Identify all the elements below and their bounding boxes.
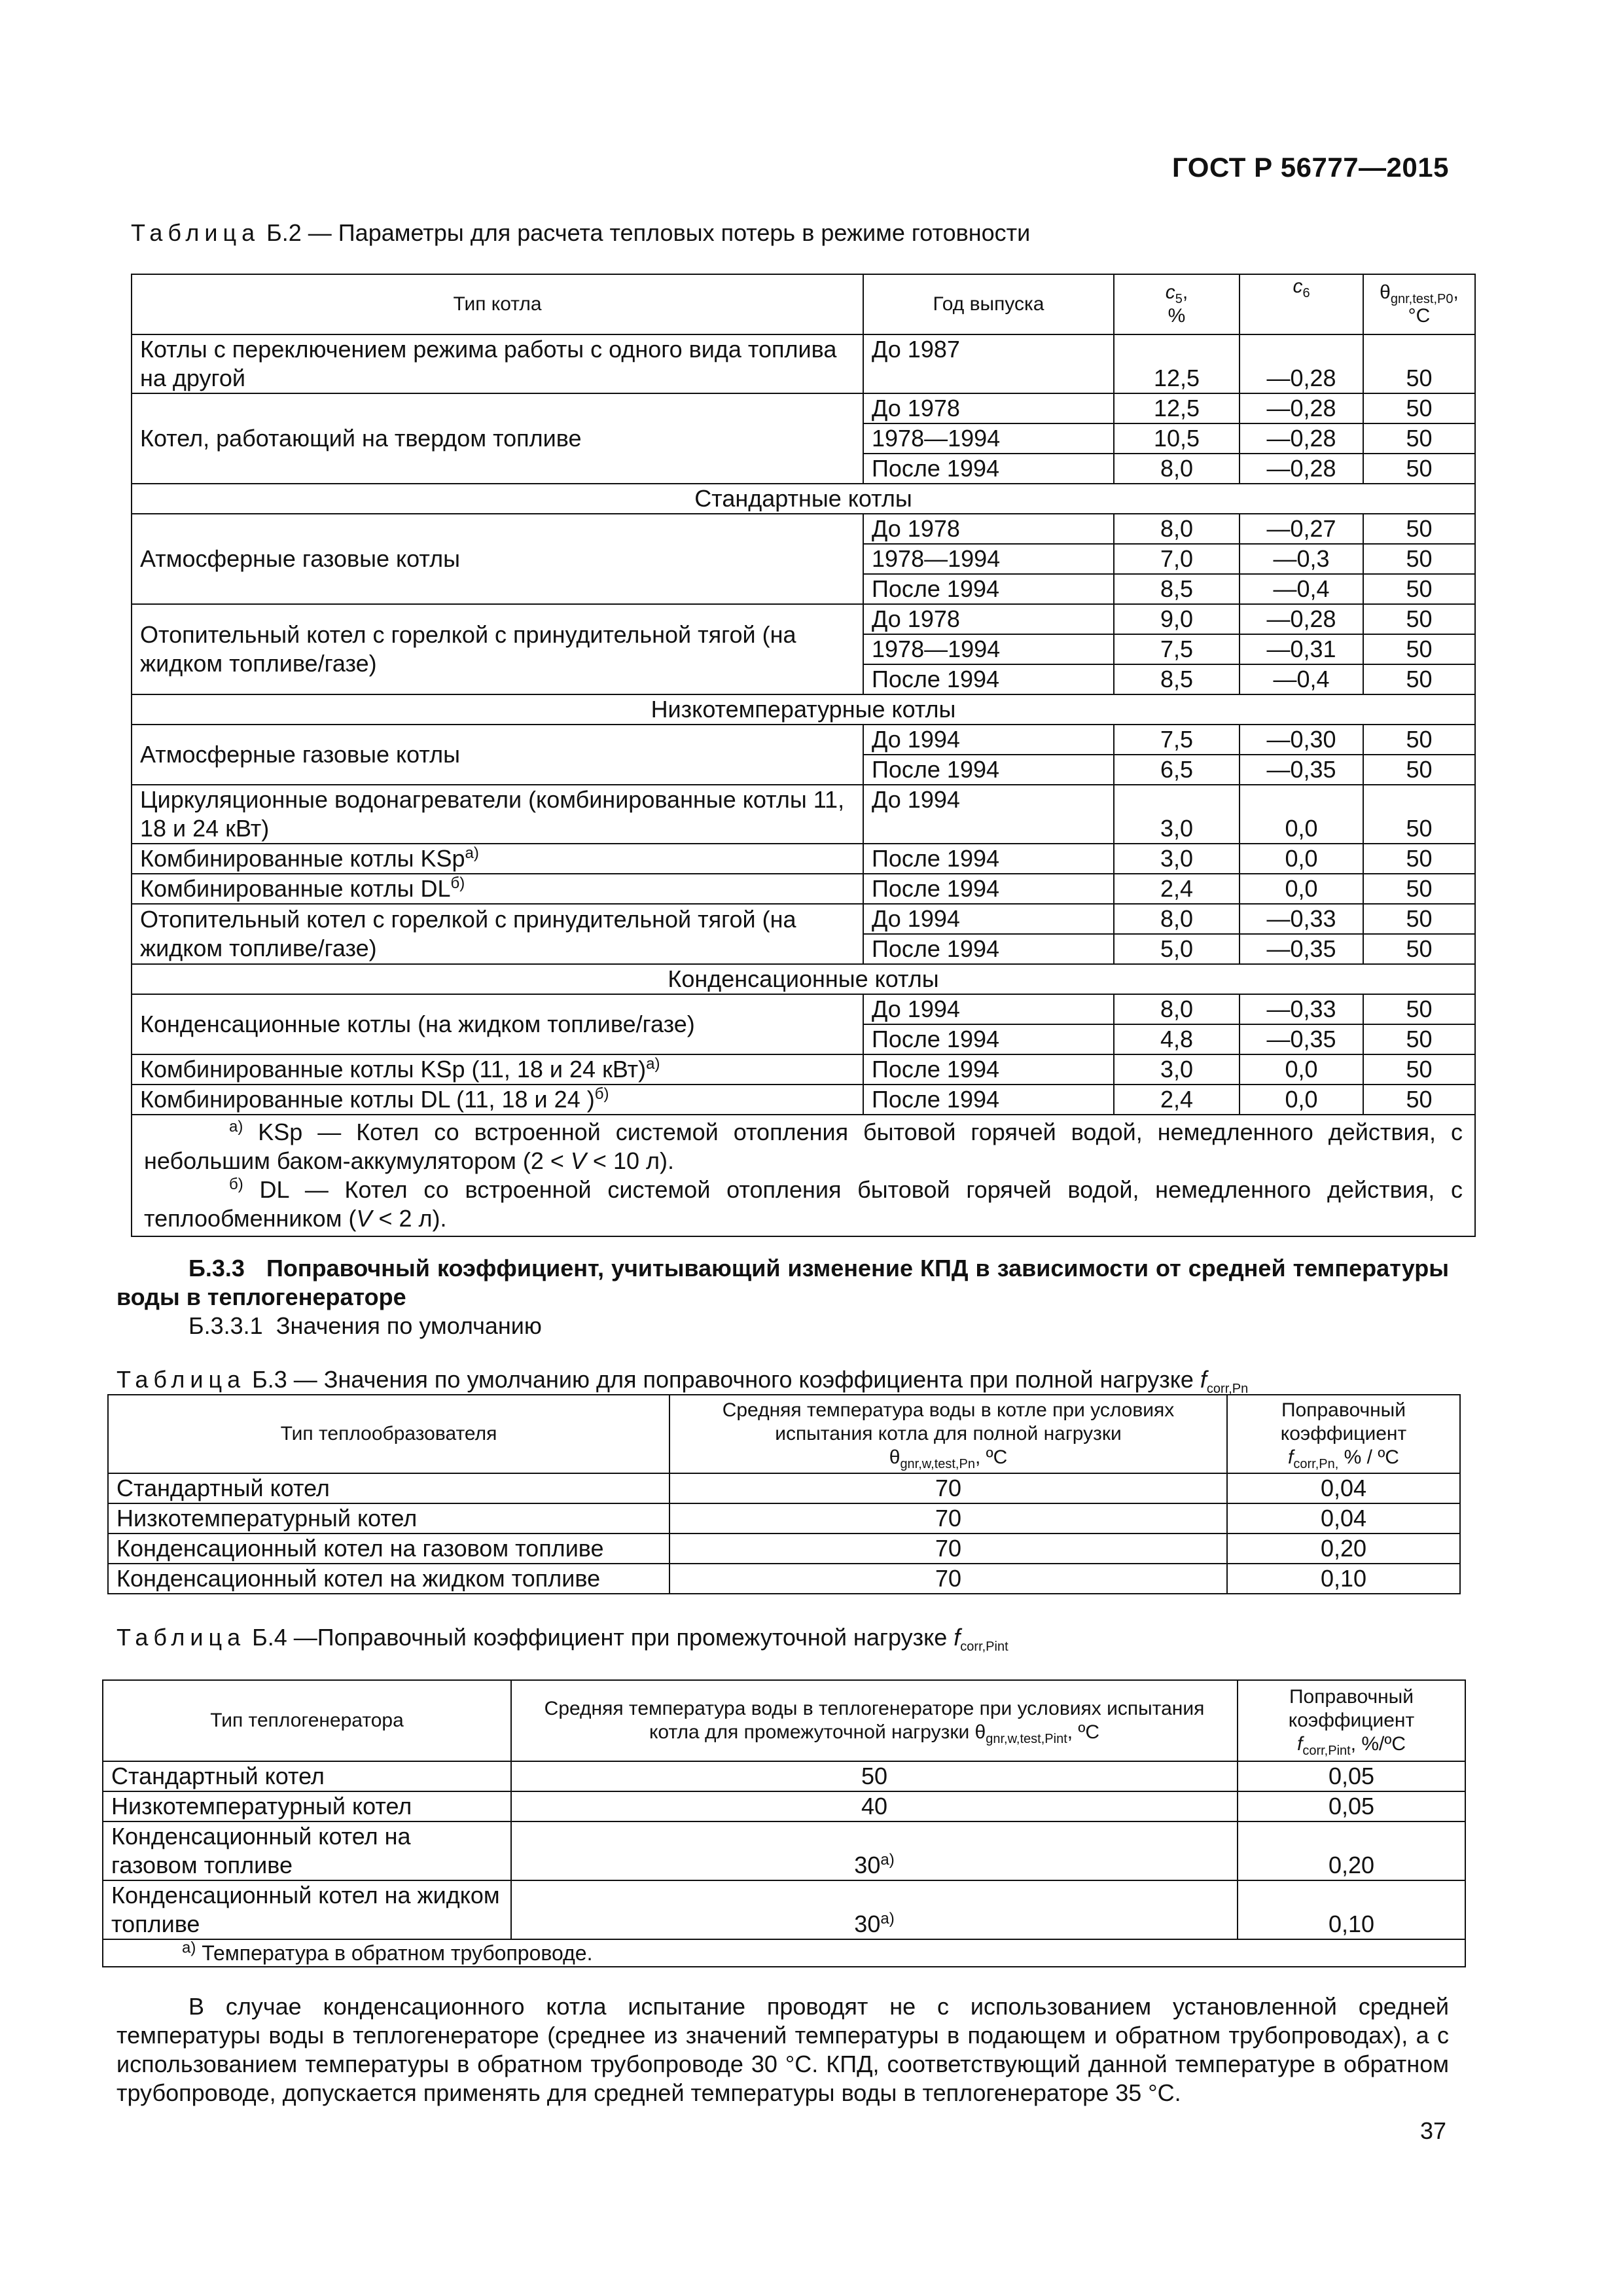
cell-c6: 0,0 — [1240, 785, 1363, 844]
cell-year: До 1987 — [863, 334, 1114, 393]
header-temp — [511, 1680, 1238, 1761]
c5-symbol: c — [1165, 281, 1175, 303]
cell-year: После 1994 — [863, 574, 1114, 604]
table-b3 — [107, 1394, 1461, 1594]
table-row — [103, 1761, 1465, 1791]
caption-f: f — [1200, 1366, 1207, 1393]
caption-sub: corr,Pint — [960, 1640, 1008, 1655]
cell-c6: —0,27 — [1240, 514, 1363, 544]
cell-coef: 0,04 — [1227, 1503, 1460, 1534]
cell-c5: 8,0 — [1114, 904, 1240, 934]
cell-c6: —0,28 — [1240, 454, 1363, 484]
caption-text: Б.2 — Параметры для расчета тепловых потерь в режиме готовности — [260, 219, 1031, 246]
type-text: Комбинированные котлы DL — [140, 875, 451, 902]
cell-type — [132, 1054, 863, 1085]
section-row — [132, 694, 1475, 725]
cell-c5: 3,0 — [1114, 785, 1240, 844]
coef-sub: corr,Pn, — [1293, 1457, 1339, 1471]
type-text: Комбинированные котлы KSp — [140, 845, 465, 872]
cell-theta: 50 — [1363, 604, 1475, 634]
cell-c6: 0,0 — [1240, 1085, 1363, 1115]
coef-f: f — [1296, 1733, 1303, 1755]
cell-theta: 50 — [1363, 904, 1475, 934]
table-header-row — [103, 1680, 1465, 1761]
table-row — [103, 1791, 1465, 1821]
header-coef-text: Поправочный коэффициент — [1288, 1686, 1415, 1731]
cell-theta: 50 — [1363, 634, 1475, 664]
table-b2 — [131, 274, 1476, 1237]
header-theta: $\theta_{gnr,test,P0}$, °C — [1363, 274, 1475, 334]
cell-c6: —0,28 — [1240, 423, 1363, 454]
header-temp-text: Средняя температура воды в котле при условиях испытания котла для полной нагрузки — [722, 1399, 1175, 1444]
cell-year: 1978—1994 — [863, 634, 1114, 664]
temp-unit: , ºC — [974, 1446, 1008, 1468]
cell-temp: 70 — [669, 1473, 1227, 1503]
header-c6 — [1240, 274, 1363, 334]
caption-f: f — [954, 1624, 961, 1651]
header-year: Год выпуска — [863, 274, 1114, 334]
note-b-text: DL — Котел со встроенной системой отопления бытовой горячей водой, немедленного действия, с теплообменником ( — [144, 1176, 1463, 1232]
cell-c5: 2,4 — [1114, 1085, 1240, 1115]
note-b — [144, 1175, 1463, 1233]
table-row — [132, 904, 1475, 934]
table-row — [132, 725, 1475, 755]
cell-type — [132, 844, 863, 874]
section-row — [132, 484, 1475, 514]
cell-c5: 7,5 — [1114, 634, 1240, 664]
cell-c6: —0,28 — [1240, 604, 1363, 634]
cell-c6: —0,4 — [1240, 664, 1363, 694]
cell-year: После 1994 — [863, 755, 1114, 785]
cell-year: После 1994 — [863, 1054, 1114, 1085]
cell-c6: —0,35 — [1240, 1024, 1363, 1054]
section-number: Б.3.3 — [188, 1255, 245, 1282]
c5-sub: 5 — [1175, 292, 1183, 306]
cell-type: Стандартный котел — [108, 1473, 669, 1503]
cell-coef: 0,05 — [1238, 1761, 1465, 1791]
header-temp-text: Средняя температура воды в теплогенераторе при условиях испытания котла для промежуточной нагрузки — [544, 1698, 1205, 1743]
cell-c5: 6,5 — [1114, 755, 1240, 785]
table-row — [132, 334, 1475, 393]
type-text: Комбинированные котлы DL (11, 18 и 24 ) — [140, 1086, 595, 1113]
footnote-mark: б) — [450, 874, 465, 892]
caption-label: Таблица — [131, 219, 260, 246]
temp-symbol: θ — [889, 1446, 901, 1468]
cell-c5: 7,5 — [1114, 725, 1240, 755]
cell-year: После 1994 — [863, 664, 1114, 694]
cell-theta: 50 — [1363, 334, 1475, 393]
cell-theta: 50 — [1363, 423, 1475, 454]
theta-symbol: θ — [1380, 281, 1391, 303]
cell-temp — [511, 1880, 1238, 1939]
cell-year: До 1994 — [863, 904, 1114, 934]
cell-theta: 50 — [1363, 514, 1475, 544]
cell-type: Низкотемпературный котел — [103, 1791, 511, 1821]
caption-text: Б.4 —Поправочный коэффициент при промежуточной нагрузке — [245, 1624, 954, 1651]
cell-year: После 1994 — [863, 874, 1114, 904]
temp-sub: gnr,w,test,Pn — [900, 1457, 975, 1471]
caption-label: Таблица — [116, 1624, 246, 1651]
note-a-end: < 10 л). — [586, 1147, 674, 1174]
temp-value: 30 — [854, 1852, 881, 1878]
note-a-mark: а) — [229, 1118, 243, 1136]
cell-theta: 50 — [1363, 725, 1475, 755]
cell-theta: 50 — [1363, 874, 1475, 904]
table-row — [132, 604, 1475, 634]
cell-c5: 3,0 — [1114, 844, 1240, 874]
coef-unit: % / ºC — [1338, 1446, 1399, 1468]
cell-c5: 8,0 — [1114, 454, 1240, 484]
table-row — [132, 785, 1475, 844]
header-c5: $c_5$, % — [1114, 274, 1240, 334]
cell-c5: 9,0 — [1114, 604, 1240, 634]
table-row — [132, 1054, 1475, 1085]
c5-unit: % — [1168, 305, 1186, 327]
cell-c5: 7,0 — [1114, 544, 1240, 574]
cell-c5: 10,5 — [1114, 423, 1240, 454]
temp-value: 50 — [861, 1763, 888, 1789]
cell-c6: —0,35 — [1240, 755, 1363, 785]
theta-sub: gnr,test,P0 — [1390, 292, 1454, 306]
subsection-number: Б.3.3.1 — [188, 1312, 263, 1339]
note-text: Температура в обратном трубопроводе. — [196, 1941, 593, 1965]
cell-c6: —0,30 — [1240, 725, 1363, 755]
table-b2-caption — [131, 219, 1030, 247]
cell-year: До 1978 — [863, 514, 1114, 544]
footnote-mark: а) — [880, 1851, 895, 1869]
cell-c6: —0,31 — [1240, 634, 1363, 664]
cell-c5: 3,0 — [1114, 1054, 1240, 1085]
caption-text: Б.3 — Значения по умолчанию для поправочного коэффициента при полной нагрузке — [245, 1366, 1200, 1393]
cell-type: Отопительный котел с горелкой с принудительной тягой (на жидком топливе/газе) — [132, 604, 863, 694]
header-temp — [669, 1395, 1227, 1473]
table-header-row — [108, 1395, 1460, 1473]
cell-c5: 8,0 — [1114, 514, 1240, 544]
cell-year: После 1994 — [863, 844, 1114, 874]
table-row — [132, 514, 1475, 544]
table-header-row — [132, 274, 1475, 334]
cell-year: После 1994 — [863, 1085, 1114, 1115]
note-b-mark: б) — [229, 1175, 243, 1193]
final-paragraph: В случае конденсационного котла испытание проводят не с использованием установленной средней температуры воды в теплогенераторе (среднее из значений температуры в подающем и обратном трубопроводах), а с использованием температуры в обратном трубопроводе 30 °С. КПД, соответствующий данной температуре в обратном трубопроводе, допускается применять для средней температуры воды в теплогенераторе 35 °С. — [116, 1993, 1449, 2106]
page-number: 37 — [1419, 2117, 1446, 2144]
cell-c5: 2,4 — [1114, 874, 1240, 904]
section-b33-heading — [116, 1254, 1449, 1312]
cell-coef: 0,10 — [1238, 1880, 1465, 1939]
cell-theta: 50 — [1363, 994, 1475, 1024]
header-boiler-type: Тип котла — [132, 274, 863, 334]
cell-coef: 0,10 — [1227, 1564, 1460, 1594]
cell-year: После 1994 — [863, 934, 1114, 964]
cell-theta: 50 — [1363, 844, 1475, 874]
temp-value: 40 — [861, 1793, 888, 1820]
section-lowtemp: Низкотемпературные котлы — [132, 694, 1475, 725]
cell-year: 1978—1994 — [863, 544, 1114, 574]
coef-f: f — [1288, 1446, 1294, 1468]
cell-temp: 70 — [669, 1503, 1227, 1534]
table-notes — [132, 1115, 1475, 1236]
cell-c6: —0,35 — [1240, 934, 1363, 964]
coef-unit: , %/ºC — [1350, 1733, 1406, 1755]
coef-sub: corr,Pint — [1302, 1744, 1351, 1758]
cell-c6: —0,28 — [1240, 334, 1363, 393]
note-mark: а) — [182, 1939, 196, 1957]
cell-year: 1978—1994 — [863, 423, 1114, 454]
section-standard: Стандартные котлы — [132, 484, 1475, 514]
table-row — [108, 1564, 1460, 1594]
header-type: Тип теплогенератора — [103, 1680, 511, 1761]
cell-c6: 0,0 — [1240, 874, 1363, 904]
cell-coef: 0,20 — [1227, 1534, 1460, 1564]
cell-theta: 50 — [1363, 934, 1475, 964]
cell-theta: 50 — [1363, 664, 1475, 694]
cell-type: Конденсационный котел на жидком топливе — [103, 1880, 511, 1939]
temp-sub: gnr,w,test,Pint — [986, 1732, 1067, 1746]
theta-unit: °C — [1408, 305, 1431, 327]
table-b4-note — [103, 1939, 1465, 1967]
cell-type: Конденсационный котел на газовом топливе — [108, 1534, 669, 1564]
cell-c5: 4,8 — [1114, 1024, 1240, 1054]
footnote-mark: а) — [646, 1055, 660, 1073]
table-b4-caption — [116, 1623, 1008, 1655]
header-type: Тип теплообразователя — [108, 1395, 669, 1473]
cell-year: После 1994 — [863, 454, 1114, 484]
cell-temp: 70 — [669, 1564, 1227, 1594]
cell-type: Атмосферные газовые котлы — [132, 514, 863, 604]
table-notes-row — [103, 1939, 1465, 1967]
cell-theta: 50 — [1363, 755, 1475, 785]
cell-c6: —0,33 — [1240, 904, 1363, 934]
table-row — [108, 1503, 1460, 1534]
table-notes-row — [132, 1115, 1475, 1236]
cell-c6: —0,4 — [1240, 574, 1363, 604]
cell-type: Стандартный котел — [103, 1761, 511, 1791]
cell-type: Конденсационный котел на жидком топливе — [108, 1564, 669, 1594]
cell-theta: 50 — [1363, 544, 1475, 574]
cell-theta: 50 — [1363, 1085, 1475, 1115]
cell-temp — [511, 1821, 1238, 1880]
cell-theta: 50 — [1363, 785, 1475, 844]
cell-c5: 12,5 — [1114, 393, 1240, 423]
header-coef — [1238, 1680, 1465, 1761]
table-row — [108, 1534, 1460, 1564]
caption-sub: corr,Pn — [1206, 1382, 1249, 1397]
temp-value: 30 — [854, 1910, 881, 1937]
note-a-v: V — [570, 1147, 586, 1174]
cell-c5: 5,0 — [1114, 934, 1240, 964]
table-row — [103, 1821, 1465, 1880]
cell-c6: 0,0 — [1240, 844, 1363, 874]
footnote-mark: а) — [880, 1910, 895, 1928]
cell-coef: 0,05 — [1238, 1791, 1465, 1821]
cell-type: Котлы с переключением режима работы с одного вида топлива на другой — [132, 334, 863, 393]
cell-year: До 1994 — [863, 785, 1114, 844]
cell-temp — [511, 1791, 1238, 1821]
subsection-b331 — [188, 1312, 542, 1340]
cell-temp: 70 — [669, 1534, 1227, 1564]
cell-type: Котел, работающий на твердом топливе — [132, 393, 863, 484]
cell-type: Циркуляционные водонагреватели (комбинированные котлы 11, 18 и 24 кВт) — [132, 785, 863, 844]
cell-type: Низкотемпературный котел — [108, 1503, 669, 1534]
c6-symbol: c — [1293, 276, 1303, 297]
cell-c5: 12,5 — [1114, 334, 1240, 393]
table-b3-caption — [116, 1365, 1249, 1397]
cell-coef: 0,20 — [1238, 1821, 1465, 1880]
cell-type: Отопительный котел с горелкой с принудительной тягой (на жидком топливе/газе) — [132, 904, 863, 964]
caption-label: Таблица — [116, 1366, 246, 1393]
table-row — [132, 393, 1475, 423]
cell-c6: —0,33 — [1240, 994, 1363, 1024]
cell-type — [132, 1085, 863, 1115]
cell-temp — [511, 1761, 1238, 1791]
cell-year: До 1994 — [863, 994, 1114, 1024]
note-a — [144, 1118, 1463, 1175]
cell-theta: 50 — [1363, 393, 1475, 423]
table-row — [132, 874, 1475, 904]
cell-coef: 0,04 — [1227, 1473, 1460, 1503]
cell-c5: 8,5 — [1114, 574, 1240, 604]
cell-type — [132, 874, 863, 904]
cell-theta: 50 — [1363, 1024, 1475, 1054]
table-row — [132, 844, 1475, 874]
cell-year: До 1978 — [863, 393, 1114, 423]
footnote-mark: а) — [465, 844, 479, 862]
header-coef — [1227, 1395, 1460, 1473]
temp-symbol: θ — [974, 1721, 986, 1743]
subsection-title: Значения по умолчанию — [276, 1312, 542, 1339]
cell-c6: —0,3 — [1240, 544, 1363, 574]
cell-c6: 0,0 — [1240, 1054, 1363, 1085]
cell-theta: 50 — [1363, 574, 1475, 604]
c6-sub: 6 — [1302, 286, 1310, 300]
section-cond: Конденсационные котлы — [132, 964, 1475, 994]
cell-c5: 8,0 — [1114, 994, 1240, 1024]
note-b-end: < 2 л). — [372, 1205, 447, 1232]
cell-c5: 8,5 — [1114, 664, 1240, 694]
cell-c6: —0,28 — [1240, 393, 1363, 423]
cell-year: До 1994 — [863, 725, 1114, 755]
table-row — [108, 1473, 1460, 1503]
type-text: Комбинированные котлы KSp (11, 18 и 24 кВт) — [140, 1056, 647, 1083]
document-code: ГОСТ Р 56777—2015 — [1172, 152, 1449, 183]
cell-theta: 50 — [1363, 1054, 1475, 1085]
footnote-mark: б) — [594, 1085, 609, 1103]
header-coef-text: Поправочный коэффициент — [1280, 1399, 1407, 1444]
temp-unit: , ºC — [1067, 1721, 1100, 1743]
table-row — [132, 994, 1475, 1024]
cell-type: Конденсационные котлы (на жидком топливе/газе) — [132, 994, 863, 1054]
table-row — [103, 1880, 1465, 1939]
cell-year: После 1994 — [863, 1024, 1114, 1054]
note-b-v: V — [356, 1205, 372, 1232]
cell-type: Атмосферные газовые котлы — [132, 725, 863, 785]
cell-year: До 1978 — [863, 604, 1114, 634]
section-title: Поправочный коэффициент, учитывающий изменение КПД в зависимости от средней температуры воды в теплогенераторе — [116, 1255, 1449, 1310]
section-row — [132, 964, 1475, 994]
cell-theta: 50 — [1363, 454, 1475, 484]
table-b4 — [102, 1679, 1466, 1967]
table-row — [132, 1085, 1475, 1115]
cell-type: Конденсационный котел на газовом топливе — [103, 1821, 511, 1880]
note-a-text: KSp — Котел со встроенной системой отопления бытовой горячей водой, немедленного действия, с небольшим баком-аккумулятором (2 < — [144, 1119, 1463, 1174]
